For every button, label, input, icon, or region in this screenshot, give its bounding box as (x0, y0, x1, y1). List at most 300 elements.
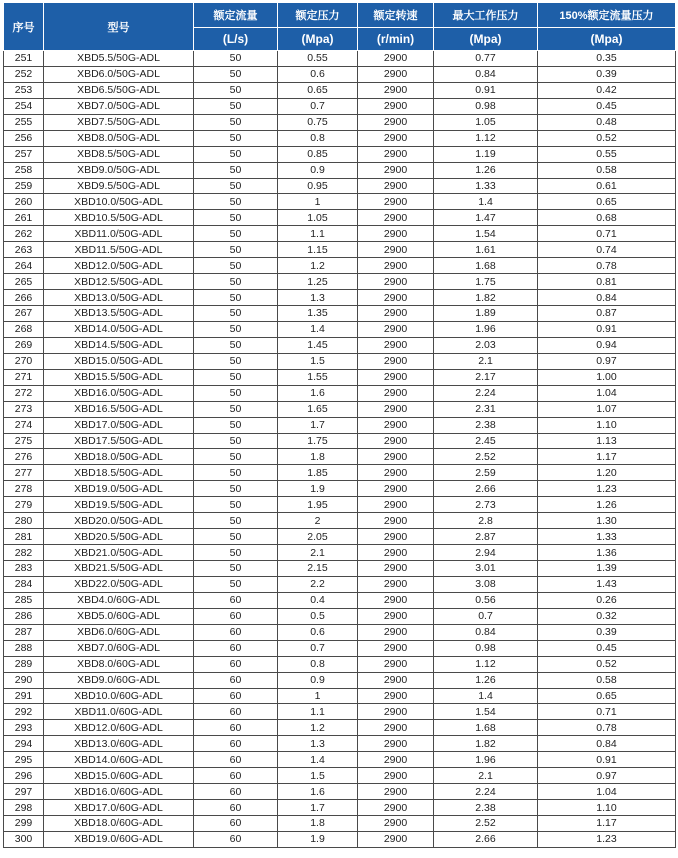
cell-150-pressure: 1.43 (538, 576, 676, 592)
cell-150-pressure: 0.48 (538, 114, 676, 130)
cell-pressure: 1.6 (278, 385, 358, 401)
cell-flow: 60 (194, 816, 278, 832)
table-row (4, 210, 676, 226)
cell-max-pressure: 1.4 (434, 688, 538, 704)
cell-pressure: 0.9 (278, 162, 358, 178)
cell-pressure: 1.05 (278, 210, 358, 226)
table-row (4, 576, 676, 592)
cell-pressure: 1.15 (278, 242, 358, 258)
cell-flow: 50 (194, 306, 278, 322)
cell-model: XBD8.5/50G-ADL (44, 146, 194, 162)
cell-150-pressure: 0.45 (538, 640, 676, 656)
cell-model: XBD14.0/50G-ADL (44, 321, 194, 337)
cell-pressure: 1.65 (278, 401, 358, 417)
cell-pressure: 2 (278, 513, 358, 529)
cell-150-pressure: 1.33 (538, 529, 676, 545)
cell-seq: 251 (4, 51, 44, 67)
table-row (4, 194, 676, 210)
cell-150-pressure: 1.17 (538, 816, 676, 832)
cell-seq: 283 (4, 561, 44, 577)
cell-max-pressure: 1.96 (434, 752, 538, 768)
cell-150-pressure: 1.10 (538, 417, 676, 433)
cell-model: XBD18.5/50G-ADL (44, 465, 194, 481)
cell-speed: 2900 (358, 497, 434, 513)
cell-speed: 2900 (358, 481, 434, 497)
cell-speed: 2900 (358, 592, 434, 608)
cell-max-pressure: 1.4 (434, 194, 538, 210)
cell-flow: 60 (194, 656, 278, 672)
header-flow: 额定流量 (194, 3, 278, 28)
cell-max-pressure: 2.87 (434, 529, 538, 545)
cell-seq: 267 (4, 306, 44, 322)
cell-flow: 50 (194, 481, 278, 497)
table-row (4, 529, 676, 545)
cell-speed: 2900 (358, 608, 434, 624)
cell-model: XBD10.0/60G-ADL (44, 688, 194, 704)
cell-max-pressure: 2.8 (434, 513, 538, 529)
cell-seq: 275 (4, 433, 44, 449)
cell-seq: 289 (4, 656, 44, 672)
cell-flow: 50 (194, 385, 278, 401)
cell-pressure: 0.9 (278, 672, 358, 688)
cell-speed: 2900 (358, 194, 434, 210)
cell-150-pressure: 0.58 (538, 672, 676, 688)
cell-150-pressure: 0.65 (538, 194, 676, 210)
cell-seq: 298 (4, 800, 44, 816)
cell-speed: 2900 (358, 369, 434, 385)
table-row (4, 656, 676, 672)
cell-seq: 297 (4, 784, 44, 800)
cell-model: XBD12.0/60G-ADL (44, 720, 194, 736)
cell-flow: 50 (194, 321, 278, 337)
header-pressure-unit: (Mpa) (278, 28, 358, 51)
cell-150-pressure: 0.58 (538, 162, 676, 178)
cell-model: XBD13.5/50G-ADL (44, 306, 194, 322)
cell-speed: 2900 (358, 561, 434, 577)
cell-max-pressure: 0.91 (434, 82, 538, 98)
cell-speed: 2900 (358, 162, 434, 178)
cell-150-pressure: 1.23 (538, 481, 676, 497)
cell-pressure: 1.55 (278, 369, 358, 385)
cell-seq: 274 (4, 417, 44, 433)
cell-flow: 50 (194, 337, 278, 353)
cell-pressure: 0.7 (278, 98, 358, 114)
cell-flow: 60 (194, 624, 278, 640)
cell-150-pressure: 1.23 (538, 831, 676, 847)
table-row (4, 752, 676, 768)
table-row (4, 561, 676, 577)
cell-model: XBD15.0/50G-ADL (44, 353, 194, 369)
cell-speed: 2900 (358, 66, 434, 82)
cell-max-pressure: 1.26 (434, 672, 538, 688)
cell-pressure: 1.1 (278, 704, 358, 720)
header-seq: 序号 (4, 3, 44, 51)
cell-max-pressure: 1.54 (434, 226, 538, 242)
cell-model: XBD20.5/50G-ADL (44, 529, 194, 545)
cell-pressure: 1.85 (278, 465, 358, 481)
header-pressure: 额定压力 (278, 3, 358, 28)
table-row (4, 640, 676, 656)
cell-pressure: 0.75 (278, 114, 358, 130)
cell-flow: 60 (194, 800, 278, 816)
cell-pressure: 1.7 (278, 417, 358, 433)
header-150-pressure-unit: (Mpa) (538, 28, 676, 51)
cell-model: XBD21.5/50G-ADL (44, 561, 194, 577)
cell-model: XBD10.0/50G-ADL (44, 194, 194, 210)
cell-max-pressure: 2.38 (434, 800, 538, 816)
cell-max-pressure: 2.66 (434, 831, 538, 847)
cell-150-pressure: 0.32 (538, 608, 676, 624)
cell-150-pressure: 0.94 (538, 337, 676, 353)
cell-model: XBD12.5/50G-ADL (44, 274, 194, 290)
cell-flow: 50 (194, 401, 278, 417)
cell-speed: 2900 (358, 306, 434, 322)
cell-150-pressure: 0.52 (538, 130, 676, 146)
cell-seq: 277 (4, 465, 44, 481)
cell-pressure: 0.85 (278, 146, 358, 162)
cell-flow: 60 (194, 736, 278, 752)
cell-flow: 50 (194, 82, 278, 98)
table-row (4, 353, 676, 369)
cell-150-pressure: 0.39 (538, 624, 676, 640)
table-row (4, 513, 676, 529)
cell-seq: 292 (4, 704, 44, 720)
cell-seq: 299 (4, 816, 44, 832)
cell-pressure: 1 (278, 688, 358, 704)
table-header (4, 3, 676, 51)
table-row (4, 417, 676, 433)
table-row (4, 66, 676, 82)
cell-speed: 2900 (358, 720, 434, 736)
cell-150-pressure: 0.97 (538, 768, 676, 784)
cell-150-pressure: 1.36 (538, 545, 676, 561)
table-row (4, 178, 676, 194)
cell-150-pressure: 0.84 (538, 290, 676, 306)
cell-max-pressure: 2.24 (434, 385, 538, 401)
cell-max-pressure: 1.12 (434, 130, 538, 146)
cell-150-pressure: 0.61 (538, 178, 676, 194)
cell-seq: 286 (4, 608, 44, 624)
cell-speed: 2900 (358, 529, 434, 545)
cell-model: XBD19.5/50G-ADL (44, 497, 194, 513)
table-row (4, 82, 676, 98)
cell-model: XBD6.0/60G-ADL (44, 624, 194, 640)
cell-pressure: 1.75 (278, 433, 358, 449)
cell-speed: 2900 (358, 704, 434, 720)
cell-pressure: 0.4 (278, 592, 358, 608)
cell-pressure: 1.4 (278, 321, 358, 337)
cell-speed: 2900 (358, 401, 434, 417)
cell-150-pressure: 1.10 (538, 800, 676, 816)
cell-speed: 2900 (358, 831, 434, 847)
cell-max-pressure: 2.45 (434, 433, 538, 449)
cell-flow: 50 (194, 529, 278, 545)
cell-150-pressure: 0.84 (538, 736, 676, 752)
cell-speed: 2900 (358, 242, 434, 258)
table-row (4, 337, 676, 353)
cell-model: XBD9.0/50G-ADL (44, 162, 194, 178)
table-row (4, 608, 676, 624)
cell-seq: 291 (4, 688, 44, 704)
cell-speed: 2900 (358, 353, 434, 369)
cell-150-pressure: 1.30 (538, 513, 676, 529)
table-row (4, 114, 676, 130)
cell-pressure: 1.2 (278, 258, 358, 274)
cell-150-pressure: 0.71 (538, 226, 676, 242)
cell-model: XBD11.0/50G-ADL (44, 226, 194, 242)
cell-model: XBD7.5/50G-ADL (44, 114, 194, 130)
cell-seq: 259 (4, 178, 44, 194)
cell-model: XBD17.0/60G-ADL (44, 800, 194, 816)
cell-model: XBD18.0/60G-ADL (44, 816, 194, 832)
cell-seq: 254 (4, 98, 44, 114)
cell-model: XBD13.0/50G-ADL (44, 290, 194, 306)
cell-flow: 50 (194, 417, 278, 433)
cell-150-pressure: 0.26 (538, 592, 676, 608)
cell-flow: 60 (194, 688, 278, 704)
cell-model: XBD19.0/60G-ADL (44, 831, 194, 847)
cell-speed: 2900 (358, 545, 434, 561)
cell-flow: 50 (194, 545, 278, 561)
cell-flow: 60 (194, 640, 278, 656)
cell-pressure: 2.05 (278, 529, 358, 545)
cell-flow: 60 (194, 768, 278, 784)
cell-speed: 2900 (358, 736, 434, 752)
cell-flow: 50 (194, 130, 278, 146)
cell-speed: 2900 (358, 752, 434, 768)
cell-speed: 2900 (358, 800, 434, 816)
cell-150-pressure: 1.04 (538, 385, 676, 401)
cell-max-pressure: 2.03 (434, 337, 538, 353)
cell-pressure: 0.8 (278, 656, 358, 672)
table-row (4, 768, 676, 784)
cell-max-pressure: 1.68 (434, 258, 538, 274)
cell-pressure: 0.65 (278, 82, 358, 98)
table-row (4, 146, 676, 162)
cell-model: XBD11.5/50G-ADL (44, 242, 194, 258)
header-speed-unit: (r/min) (358, 28, 434, 51)
cell-flow: 60 (194, 784, 278, 800)
cell-max-pressure: 2.52 (434, 449, 538, 465)
cell-pressure: 1.45 (278, 337, 358, 353)
cell-model: XBD21.0/50G-ADL (44, 545, 194, 561)
cell-flow: 50 (194, 242, 278, 258)
cell-flow: 50 (194, 258, 278, 274)
table-row (4, 497, 676, 513)
cell-max-pressure: 0.84 (434, 624, 538, 640)
cell-speed: 2900 (358, 656, 434, 672)
cell-pressure: 1.25 (278, 274, 358, 290)
cell-speed: 2900 (358, 576, 434, 592)
cell-150-pressure: 1.39 (538, 561, 676, 577)
cell-150-pressure: 0.45 (538, 98, 676, 114)
cell-seq: 264 (4, 258, 44, 274)
table-row (4, 736, 676, 752)
cell-max-pressure: 0.56 (434, 592, 538, 608)
cell-max-pressure: 1.82 (434, 290, 538, 306)
cell-pressure: 1.5 (278, 768, 358, 784)
cell-150-pressure: 0.91 (538, 752, 676, 768)
cell-speed: 2900 (358, 417, 434, 433)
cell-seq: 257 (4, 146, 44, 162)
cell-pressure: 1.8 (278, 816, 358, 832)
cell-flow: 50 (194, 146, 278, 162)
cell-max-pressure: 0.98 (434, 640, 538, 656)
cell-150-pressure: 0.55 (538, 146, 676, 162)
cell-flow: 60 (194, 704, 278, 720)
cell-flow: 60 (194, 831, 278, 847)
cell-pressure: 1.9 (278, 481, 358, 497)
table-row (4, 130, 676, 146)
cell-speed: 2900 (358, 816, 434, 832)
table-row (4, 465, 676, 481)
table-row (4, 592, 676, 608)
cell-flow: 50 (194, 194, 278, 210)
cell-seq: 288 (4, 640, 44, 656)
table-row (4, 258, 676, 274)
cell-speed: 2900 (358, 82, 434, 98)
cell-speed: 2900 (358, 98, 434, 114)
cell-seq: 265 (4, 274, 44, 290)
table-row (4, 800, 676, 816)
cell-pressure: 0.8 (278, 130, 358, 146)
cell-seq: 261 (4, 210, 44, 226)
cell-seq: 256 (4, 130, 44, 146)
cell-max-pressure: 3.08 (434, 576, 538, 592)
table-row (4, 162, 676, 178)
table-body (4, 51, 676, 848)
cell-flow: 50 (194, 162, 278, 178)
table-row (4, 51, 676, 67)
cell-seq: 260 (4, 194, 44, 210)
cell-speed: 2900 (358, 130, 434, 146)
cell-seq: 272 (4, 385, 44, 401)
cell-model: XBD18.0/50G-ADL (44, 449, 194, 465)
cell-max-pressure: 3.01 (434, 561, 538, 577)
cell-seq: 300 (4, 831, 44, 847)
cell-pressure: 1.8 (278, 449, 358, 465)
cell-model: XBD5.0/60G-ADL (44, 608, 194, 624)
header-150-pressure: 150%额定流量压力 (538, 3, 676, 28)
cell-flow: 60 (194, 608, 278, 624)
cell-150-pressure: 0.81 (538, 274, 676, 290)
cell-150-pressure: 0.52 (538, 656, 676, 672)
cell-seq: 293 (4, 720, 44, 736)
cell-150-pressure: 0.97 (538, 353, 676, 369)
cell-pressure: 1.3 (278, 290, 358, 306)
cell-150-pressure: 0.71 (538, 704, 676, 720)
cell-speed: 2900 (358, 640, 434, 656)
table-row (4, 369, 676, 385)
cell-150-pressure: 1.26 (538, 497, 676, 513)
cell-speed: 2900 (358, 290, 434, 306)
cell-model: XBD4.0/60G-ADL (44, 592, 194, 608)
cell-flow: 50 (194, 369, 278, 385)
table-row (4, 672, 676, 688)
cell-flow: 50 (194, 513, 278, 529)
cell-150-pressure: 1.07 (538, 401, 676, 417)
table-row (4, 831, 676, 847)
cell-150-pressure: 1.13 (538, 433, 676, 449)
cell-seq: 284 (4, 576, 44, 592)
cell-seq: 262 (4, 226, 44, 242)
cell-speed: 2900 (358, 688, 434, 704)
table-row (4, 321, 676, 337)
header-flow-unit: (L/s) (194, 28, 278, 51)
cell-max-pressure: 1.33 (434, 178, 538, 194)
cell-max-pressure: 1.61 (434, 242, 538, 258)
cell-seq: 278 (4, 481, 44, 497)
cell-speed: 2900 (358, 274, 434, 290)
cell-max-pressure: 2.52 (434, 816, 538, 832)
cell-pressure: 1.6 (278, 784, 358, 800)
cell-model: XBD7.0/50G-ADL (44, 98, 194, 114)
cell-flow: 50 (194, 114, 278, 130)
cell-model: XBD15.0/60G-ADL (44, 768, 194, 784)
cell-flow: 50 (194, 226, 278, 242)
table-row (4, 481, 676, 497)
cell-flow: 60 (194, 592, 278, 608)
cell-flow: 60 (194, 752, 278, 768)
table-row (4, 816, 676, 832)
cell-pressure: 1.3 (278, 736, 358, 752)
cell-150-pressure: 0.35 (538, 51, 676, 67)
cell-max-pressure: 0.7 (434, 608, 538, 624)
cell-model: XBD16.0/50G-ADL (44, 385, 194, 401)
cell-seq: 287 (4, 624, 44, 640)
cell-max-pressure: 0.98 (434, 98, 538, 114)
cell-speed: 2900 (358, 51, 434, 67)
cell-flow: 50 (194, 465, 278, 481)
cell-model: XBD13.0/60G-ADL (44, 736, 194, 752)
cell-model: XBD11.0/60G-ADL (44, 704, 194, 720)
cell-speed: 2900 (358, 321, 434, 337)
cell-model: XBD16.0/60G-ADL (44, 784, 194, 800)
cell-seq: 273 (4, 401, 44, 417)
cell-speed: 2900 (358, 672, 434, 688)
cell-pressure: 0.6 (278, 66, 358, 82)
cell-flow: 50 (194, 561, 278, 577)
table-row (4, 242, 676, 258)
cell-pressure: 1.4 (278, 752, 358, 768)
cell-pressure: 2.2 (278, 576, 358, 592)
spec-table-container (3, 2, 675, 848)
table-row (4, 784, 676, 800)
cell-max-pressure: 1.75 (434, 274, 538, 290)
cell-seq: 285 (4, 592, 44, 608)
table-row (4, 385, 676, 401)
cell-speed: 2900 (358, 385, 434, 401)
table-row (4, 704, 676, 720)
cell-150-pressure: 0.65 (538, 688, 676, 704)
cell-flow: 50 (194, 433, 278, 449)
cell-model: XBD8.0/50G-ADL (44, 130, 194, 146)
cell-max-pressure: 2.1 (434, 353, 538, 369)
cell-max-pressure: 2.1 (434, 768, 538, 784)
cell-flow: 50 (194, 290, 278, 306)
cell-pressure: 0.6 (278, 624, 358, 640)
cell-max-pressure: 2.59 (434, 465, 538, 481)
pump-spec-table (3, 2, 676, 848)
cell-max-pressure: 0.77 (434, 51, 538, 67)
cell-speed: 2900 (358, 465, 434, 481)
cell-seq: 296 (4, 768, 44, 784)
cell-pressure: 1 (278, 194, 358, 210)
cell-150-pressure: 0.68 (538, 210, 676, 226)
cell-model: XBD9.0/60G-ADL (44, 672, 194, 688)
cell-speed: 2900 (358, 784, 434, 800)
cell-flow: 50 (194, 210, 278, 226)
